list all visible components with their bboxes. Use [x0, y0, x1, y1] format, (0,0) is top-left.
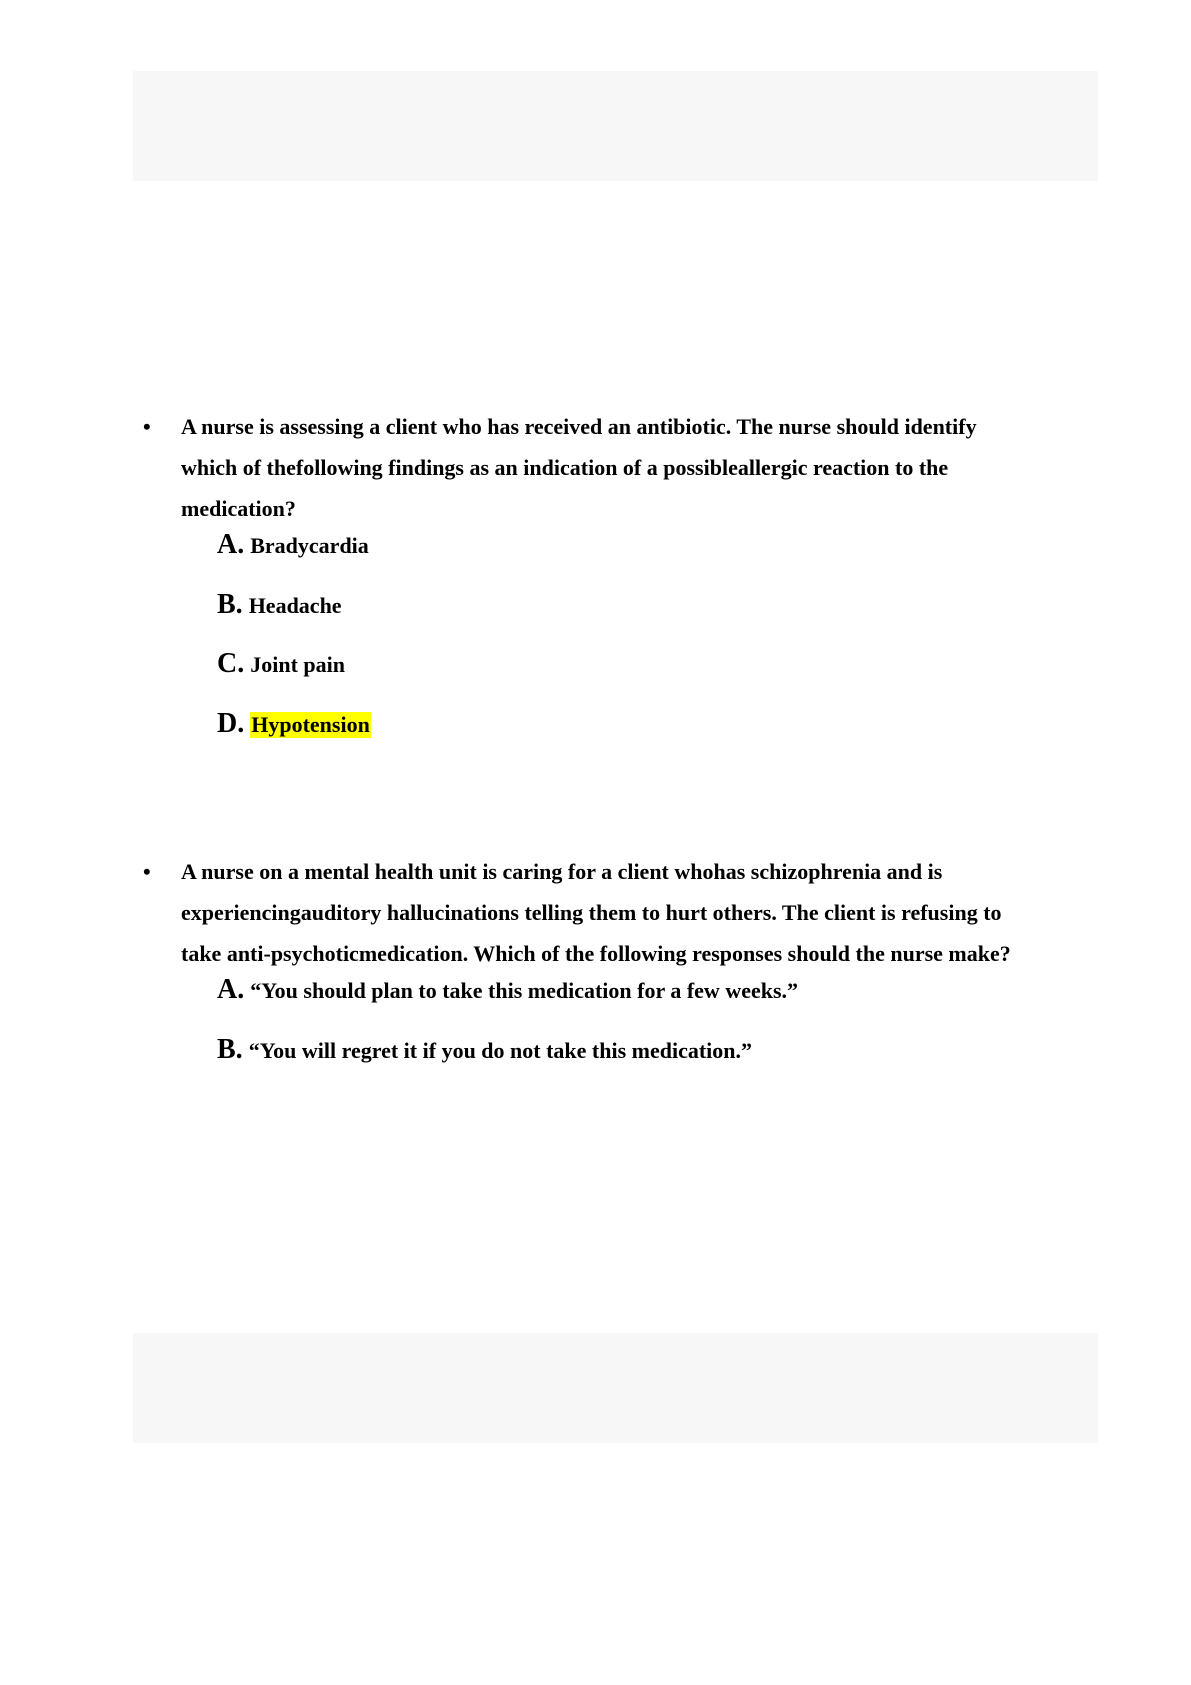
- footer-placeholder-band: [133, 1333, 1098, 1443]
- option-b[interactable]: [217, 1034, 1040, 1094]
- option-letter: A.: [217, 529, 245, 560]
- option-text-highlighted: Hypotension: [251, 711, 370, 737]
- option-a[interactable]: [217, 529, 1040, 589]
- option-letter: D.: [217, 707, 245, 739]
- option-letter: A.: [217, 974, 245, 1005]
- bullet-icon: •: [143, 414, 151, 439]
- option-letter: C.: [217, 648, 245, 679]
- option-c[interactable]: [217, 648, 1040, 708]
- question-stem: A nurse is assessing a client who has received an antibiotic. The nurse should identify which of thefollowing findings as an indication of a possibleallergic reaction to the medication?: [181, 414, 977, 521]
- option-b[interactable]: [217, 589, 1040, 649]
- option-text: Headache: [248, 592, 342, 618]
- bullet-icon: •: [143, 859, 151, 884]
- option-text: Bradycardia: [250, 533, 369, 558]
- option-text: “You should plan to take this medication for a few weeks.”: [250, 978, 799, 1003]
- option-text: “You will regret it if you do not take this medication.”: [248, 1037, 753, 1063]
- option-text: Joint pain: [250, 652, 345, 677]
- answer-options: [217, 529, 1040, 767]
- option-a[interactable]: [217, 974, 1040, 1034]
- question-2: [140, 851, 1040, 1093]
- answer-options: [217, 974, 1040, 1093]
- option-letter: B.: [217, 588, 243, 620]
- option-letter: B.: [217, 1033, 243, 1065]
- option-d[interactable]: [217, 708, 1040, 768]
- question-1: [140, 406, 1040, 767]
- question-stem: A nurse on a mental health unit is caring for a client whohas schizophrenia and is experiencingauditory hallucinations telling them to hurt others. The client is refusing to take anti-psychoticmedication. Which of the following responses should the nurse make?: [181, 859, 1011, 966]
- header-placeholder-band: [133, 71, 1098, 181]
